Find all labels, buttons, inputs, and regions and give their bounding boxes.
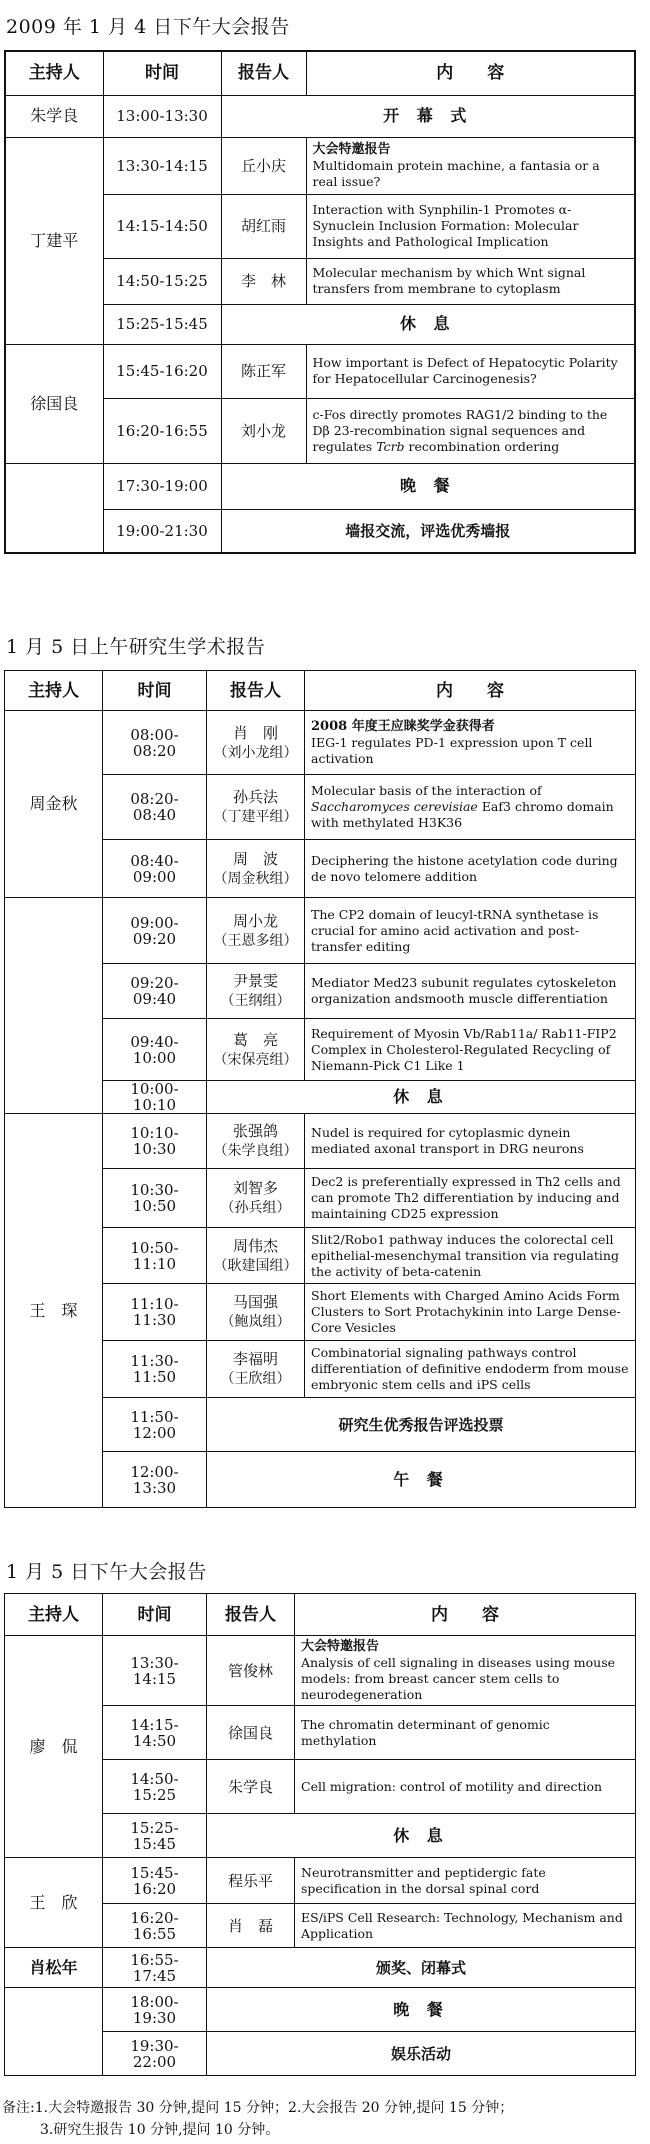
- award-label: 2008 年度王应睐奖学金获得者: [311, 718, 495, 734]
- host-cell: 徐国良: [5, 344, 103, 463]
- time-cell: 11:30-11:50: [103, 1341, 207, 1398]
- event-cell: 晚 餐: [207, 1988, 636, 2032]
- speaker-cell: 陈正军: [221, 344, 306, 398]
- table-row: [5, 898, 636, 964]
- speaker-group: （宋保亮组）: [213, 1051, 298, 1068]
- host-cell: 朱学良: [5, 95, 103, 137]
- event-cell: 研究生优秀报告评选投票: [207, 1398, 636, 1452]
- content-cell: [306, 137, 635, 194]
- event-cell: 开 幕 式: [221, 95, 635, 137]
- speaker-name: 张强鸽: [232, 1122, 278, 1140]
- speaker-name: 葛 亮: [232, 1030, 278, 1049]
- event-cell: 晚 餐: [221, 463, 635, 509]
- host-cell: 周金秋: [5, 711, 103, 898]
- speaker-cell: 肖 磊: [207, 1904, 295, 1948]
- time-cell: 10:00-10:10: [103, 1081, 207, 1114]
- header-host: 主持人: [5, 1594, 103, 1636]
- talk-title: Deciphering the histone acetylation code during de novo telomere addition: [305, 840, 636, 898]
- speaker-cell: [207, 964, 305, 1019]
- host-cell: [5, 898, 103, 1114]
- speaker-cell: [207, 775, 305, 840]
- speaker-name: 刘智多: [232, 1179, 278, 1197]
- talk-title-pre: Molecular basis of the interaction of: [311, 783, 542, 798]
- section-title-day1: 2009 年 1 月 4 日下午大会报告: [6, 16, 290, 38]
- time-cell: 08:20-08:40: [103, 775, 207, 840]
- speaker-cell: [207, 711, 305, 775]
- header-time: 时间: [103, 1594, 207, 1636]
- table-header: [5, 51, 635, 95]
- speaker-cell: 丘小庆: [221, 137, 306, 194]
- invited-label: 大会特邀报告: [312, 141, 391, 157]
- talk-title: The CP2 domain of leucyl-tRNA synthetase is crucial for amino acid activation and post-transfer editing: [305, 898, 636, 964]
- speaker-name: 李福明: [232, 1350, 278, 1368]
- host-cell: 王 欣: [5, 1858, 103, 1948]
- talk-title: Dec2 is preferentially expressed in Th2 cells and can promote Th2 differentiation by inducing and maintaining CD25 expression: [305, 1169, 636, 1228]
- speaker-name: 周小龙: [232, 911, 278, 930]
- time-cell: 08:40-09:00: [103, 840, 207, 898]
- talk-title: Neurotransmitter and peptidergic fate specification in the dorsal spinal cord: [295, 1858, 636, 1904]
- species-name: Saccharomyces cerevisiae: [311, 799, 478, 814]
- header-speaker: 报告人: [207, 671, 305, 711]
- speaker-group: （王欣组）: [220, 1371, 291, 1387]
- talk-title: Slit2/Robo1 pathway induces the colorectal cell epithelial-mesenchymal transition via regulating the activity of beta-catenin: [305, 1228, 636, 1284]
- table-row: [5, 463, 635, 509]
- speaker-cell: 李 林: [221, 258, 306, 304]
- time-cell: 19:00-21:30: [103, 509, 221, 553]
- speaker-name: 周伟杰: [232, 1236, 278, 1255]
- time-cell: 09:00-09:20: [103, 898, 207, 964]
- speaker-group: （朱学良组）: [213, 1143, 298, 1159]
- table-row: [5, 1948, 636, 1988]
- speaker-name: 尹景雯: [232, 972, 278, 990]
- talk-title: c-Fos directly promotes RAG1/2 binding to the Dβ 23-recombination signal sequences and regulates: [312, 406, 608, 454]
- time-cell: 18:00-19:30: [103, 1988, 207, 2032]
- table-row: [5, 344, 635, 398]
- content-cell: [305, 711, 636, 775]
- header-speaker: 报告人: [221, 51, 306, 95]
- host-cell: 丁建平: [5, 137, 103, 344]
- table-header: [5, 1594, 636, 1636]
- speaker-group: （耿建国组）: [213, 1257, 298, 1274]
- time-cell: 16:20-16:55: [103, 398, 221, 463]
- talk-title: The chromatin determinant of genomic methylation: [295, 1706, 636, 1760]
- time-cell: 11:50-12:00: [103, 1398, 207, 1452]
- schedule-table-day1: [4, 50, 636, 554]
- talk-title: Nudel is required for cytoplasmic dynein mediated axonal transport in DRG neurons: [305, 1114, 636, 1169]
- event-cell: 午 餐: [207, 1452, 636, 1508]
- speaker-cell: [207, 1228, 305, 1284]
- time-cell: 16:20-16:55: [103, 1904, 207, 1948]
- talk-title: Analysis of cell signaling in diseases using mouse models: from breast cancer stem cells to neurodegeneration: [301, 1654, 616, 1702]
- content-cell: [306, 398, 635, 463]
- talk-title: Mediator Med23 subunit regulates cytoskeleton organization andsmooth muscle differentiation: [305, 964, 636, 1019]
- event-cell: 休 息: [207, 1814, 636, 1858]
- talk-title: Cell migration: control of motility and direction: [295, 1760, 636, 1814]
- speaker-name: 马国强: [232, 1293, 278, 1311]
- header-content: 内 容: [306, 51, 635, 95]
- time-cell: 14:15-14:50: [103, 1706, 207, 1760]
- speaker-group: （王恩多组）: [213, 932, 298, 949]
- speaker-cell: 程乐平: [207, 1858, 295, 1904]
- header-host: 主持人: [5, 671, 103, 711]
- table-row: [5, 1858, 636, 1904]
- time-cell: 10:50-11:10: [103, 1228, 207, 1284]
- gene-name: Tcrb: [376, 438, 405, 454]
- time-cell: 17:30-19:00: [103, 463, 221, 509]
- table-row: [5, 137, 635, 194]
- speaker-group: （鲍岚组）: [220, 1314, 291, 1330]
- time-cell: 13:30-14:15: [103, 1636, 207, 1706]
- footnote-line2: 3.研究生报告 10 分钟,提问 10 分钟。: [40, 2122, 280, 2138]
- event-cell: 墙报交流，评选优秀墙报: [221, 509, 635, 553]
- time-cell: 10:30-10:50: [103, 1169, 207, 1228]
- talk-title: IEG-1 regulates PD-1 expression upon T cell activation: [311, 734, 593, 766]
- time-cell: 09:40-10:00: [103, 1019, 207, 1081]
- speaker-group: （王纲组）: [220, 993, 291, 1009]
- time-cell: 12:00-13:30: [103, 1452, 207, 1508]
- time-cell: 14:50-15:25: [103, 258, 221, 304]
- header-speaker: 报告人: [207, 1594, 295, 1636]
- speaker-cell: 胡红雨: [221, 194, 306, 258]
- speaker-cell: [207, 1169, 305, 1228]
- time-cell: 15:45-16:20: [103, 1858, 207, 1904]
- talk-title: ES/iPS Cell Research: Technology, Mechanism and Application: [295, 1904, 636, 1948]
- talk-title: Eaf3 chromo domain with methylated H3K36: [311, 799, 614, 830]
- speaker-name: 肖 刚: [232, 723, 278, 742]
- header-content: 内 容: [305, 671, 636, 711]
- content-cell: [295, 1636, 636, 1706]
- content-cell: [305, 775, 636, 840]
- time-cell: 08:00-08:20: [103, 711, 207, 775]
- speaker-name: 周 波: [232, 849, 278, 868]
- table-header: [5, 671, 636, 711]
- time-cell: 11:10-11:30: [103, 1284, 207, 1341]
- speaker-name: 孙兵法: [232, 788, 278, 806]
- time-cell: 09:20-09:40: [103, 964, 207, 1019]
- event-cell: 娱乐活动: [207, 2032, 636, 2076]
- header-time: 时间: [103, 671, 207, 711]
- schedule-table-day2: [4, 670, 636, 1508]
- talk-title: Requirement of Myosin Vb/Rab11a/ Rab11-FIP2 Complex in Cholesterol-Regulated Recycling of Niemann-Pick C1 Like 1: [305, 1019, 636, 1081]
- invited-label: 大会特邀报告: [301, 1638, 380, 1654]
- time-cell: 13:00-13:30: [103, 95, 221, 137]
- header-host: 主持人: [5, 51, 103, 95]
- time-cell: 14:50-15:25: [103, 1760, 207, 1814]
- speaker-group: （刘小龙组）: [213, 744, 298, 761]
- speaker-cell: [207, 1019, 305, 1081]
- table-row: [5, 95, 635, 137]
- event-cell: 休 息: [221, 304, 635, 344]
- talk-title: Short Elements with Charged Amino Acids Form Clusters to Sort Protachykinin into Large Dense-Core Vesicles: [305, 1284, 636, 1341]
- schedule-table-day3: [4, 1593, 636, 2076]
- speaker-cell: [207, 898, 305, 964]
- speaker-group: （孙兵组）: [220, 1200, 291, 1216]
- table-row: [5, 1636, 636, 1706]
- talk-title: Multidomain protein machine, a fantasia or a real issue?: [312, 157, 600, 189]
- speaker-cell: [207, 840, 305, 898]
- section-title-day3: 1 月 5 日下午大会报告: [6, 1561, 207, 1583]
- header-time: 时间: [103, 51, 221, 95]
- time-cell: 16:55-17:45: [103, 1948, 207, 1988]
- event-cell: 颁奖、闭幕式: [207, 1948, 636, 1988]
- time-cell: 14:15-14:50: [103, 194, 221, 258]
- talk-title: Combinatorial signaling pathways control differentiation of definitive endoderm from mouse embryonic stem cells and iPS cells: [305, 1341, 636, 1398]
- time-cell: 15:25-15:45: [103, 1814, 207, 1858]
- talk-title: How important is Defect of Hepatocytic Polarity for Hepatocellular Carcinogenesis?: [306, 344, 635, 398]
- speaker-cell: [207, 1284, 305, 1341]
- time-cell: 10:10-10:30: [103, 1114, 207, 1169]
- talk-title: Molecular mechanism by which Wnt signal transfers from membrane to cytoplasm: [306, 258, 635, 304]
- time-cell: 13:30-14:15: [103, 137, 221, 194]
- speaker-cell: [207, 1341, 305, 1398]
- table-row: [5, 1114, 636, 1169]
- time-cell: 19:30-22:00: [103, 2032, 207, 2076]
- speaker-group: （周金秋组）: [213, 870, 298, 887]
- host-cell: 廖 侃: [5, 1636, 103, 1858]
- time-cell: 15:25-15:45: [103, 304, 221, 344]
- host-cell: [5, 463, 103, 553]
- talk-title: Interaction with Synphilin-1 Promotes α-Synuclein Inclusion Formation: Molecular Insights and Pathological Implication: [306, 194, 635, 258]
- host-cell: [5, 1988, 103, 2076]
- footnote-line1: 备注:1.大会特邀报告 30 分钟,提问 15 分钟；2.大会报告 20 分钟,提问 15 分钟；: [2, 2100, 514, 2116]
- speaker-cell: 徐国良: [207, 1706, 295, 1760]
- table-row: [5, 1988, 636, 2032]
- talk-title-tail: recombination ordering: [408, 438, 560, 454]
- speaker-cell: 朱学良: [207, 1760, 295, 1814]
- footnote: [2, 2097, 513, 2141]
- speaker-cell: 管俊林: [207, 1636, 295, 1706]
- header-content: 内 容: [295, 1594, 636, 1636]
- speaker-group: （丁建平组）: [213, 809, 298, 825]
- section-title-day2: 1 月 5 日上午研究生学术报告: [6, 636, 266, 658]
- event-cell: 休 息: [207, 1081, 636, 1114]
- speaker-cell: 刘小龙: [221, 398, 306, 463]
- time-cell: 15:45-16:20: [103, 344, 221, 398]
- host-cell: 王 琛: [5, 1114, 103, 1508]
- table-row: [5, 711, 636, 775]
- speaker-cell: [207, 1114, 305, 1169]
- host-cell: 肖松年: [5, 1948, 103, 1988]
